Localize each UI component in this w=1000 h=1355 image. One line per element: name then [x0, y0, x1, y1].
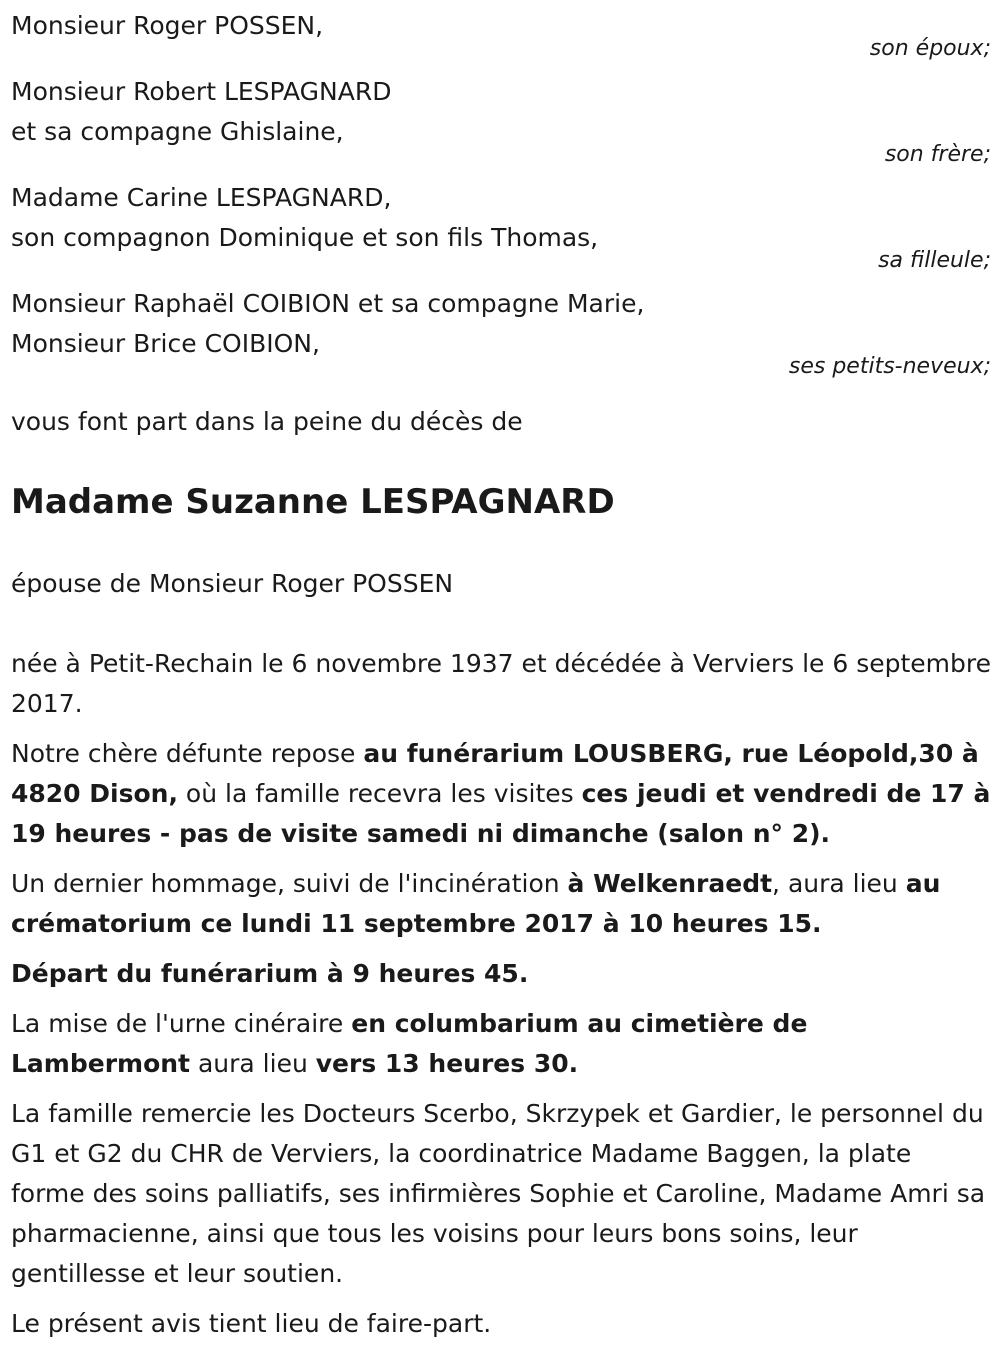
urne-time: vers 13 heures 30. — [315, 1049, 579, 1078]
hommage-text: , aura lieu — [772, 869, 906, 898]
relation-label: sa filleule; — [878, 248, 991, 273]
family-group — [11, 178, 991, 276]
relation-label: son frère; — [884, 142, 991, 167]
family-line: son compagnon Dominique et son fils Thomas, — [11, 223, 599, 252]
repose-text: où la famille recevra les visites — [177, 779, 582, 808]
intro-text: vous font part dans la peine du décès de — [11, 407, 523, 436]
thanks-paragraph: La famille remercie les Docteurs Scerbo, Skrzypek et Gardier, le personnel du G1 et G2 du CHR de Verviers, la coordinatrice Madame Baggen, la plate forme des soins palliatifs, ses infirmières Sophie et Caroline, Madame Amri sa pharmacienne, ainsi que tous les voisins pour leurs bons soins, leur gentillesse et leur soutien. — [11, 1099, 986, 1288]
ceremony-datetime: au crématorium ce lundi 11 septembre 2017 à 10 heures 15. — [11, 869, 941, 938]
relation-label: ses petits-neveux; — [788, 354, 991, 379]
family-line: Monsieur Robert LESPAGNARD — [11, 77, 392, 106]
family-group — [11, 72, 991, 170]
hommage-text: Un dernier hommage, suivi de l'incinération — [11, 869, 568, 898]
closing-text: Le présent avis tient lieu de faire-part. — [11, 1309, 492, 1338]
visiting-hours: ces jeudi et vendredi de 17 à 19 heures - pas de visite samedi ni dimanche (salon n° 2). — [11, 779, 991, 848]
urne-text: aura lieu — [190, 1049, 316, 1078]
relation-label: son époux; — [869, 36, 991, 61]
death-notice — [11, 0, 991, 1344]
deceased-name: Madame Suzanne LESPAGNARD — [11, 482, 615, 522]
family-line: Monsieur Raphaël COIBION et sa compagne Marie, — [11, 289, 645, 318]
urne-text: La mise de l'urne cinéraire — [11, 1009, 352, 1038]
birth-death-text: née à Petit-Rechain le 6 novembre 1937 et décédée à Verviers le 6 septembre 2017. — [11, 649, 991, 718]
family-line: Monsieur Brice COIBION, — [11, 329, 320, 358]
family-line: et sa compagne Ghislaine, — [11, 117, 344, 146]
departure-time: Départ du funérarium à 9 heures 45. — [11, 959, 529, 988]
hommage-paragraph — [11, 864, 991, 944]
family-group — [11, 284, 991, 382]
repose-location: au funérarium LOUSBERG, rue Léopold,30 à 4820 Dison, — [11, 739, 979, 808]
family-group — [11, 6, 991, 64]
family-line: Monsieur Roger POSSEN, — [11, 11, 324, 40]
repose-paragraph — [11, 734, 991, 854]
departure-paragraph — [11, 954, 991, 994]
family-line: Madame Carine LESPAGNARD, — [11, 183, 392, 212]
repose-text: Notre chère défunte repose — [11, 739, 364, 768]
columbarium-location: en columbarium au cimetière de Lambermont — [11, 1009, 808, 1078]
urne-paragraph — [11, 1004, 991, 1084]
spouse-text: épouse de Monsieur Roger POSSEN — [11, 569, 454, 598]
incineration-place: à Welkenraedt — [567, 869, 773, 898]
